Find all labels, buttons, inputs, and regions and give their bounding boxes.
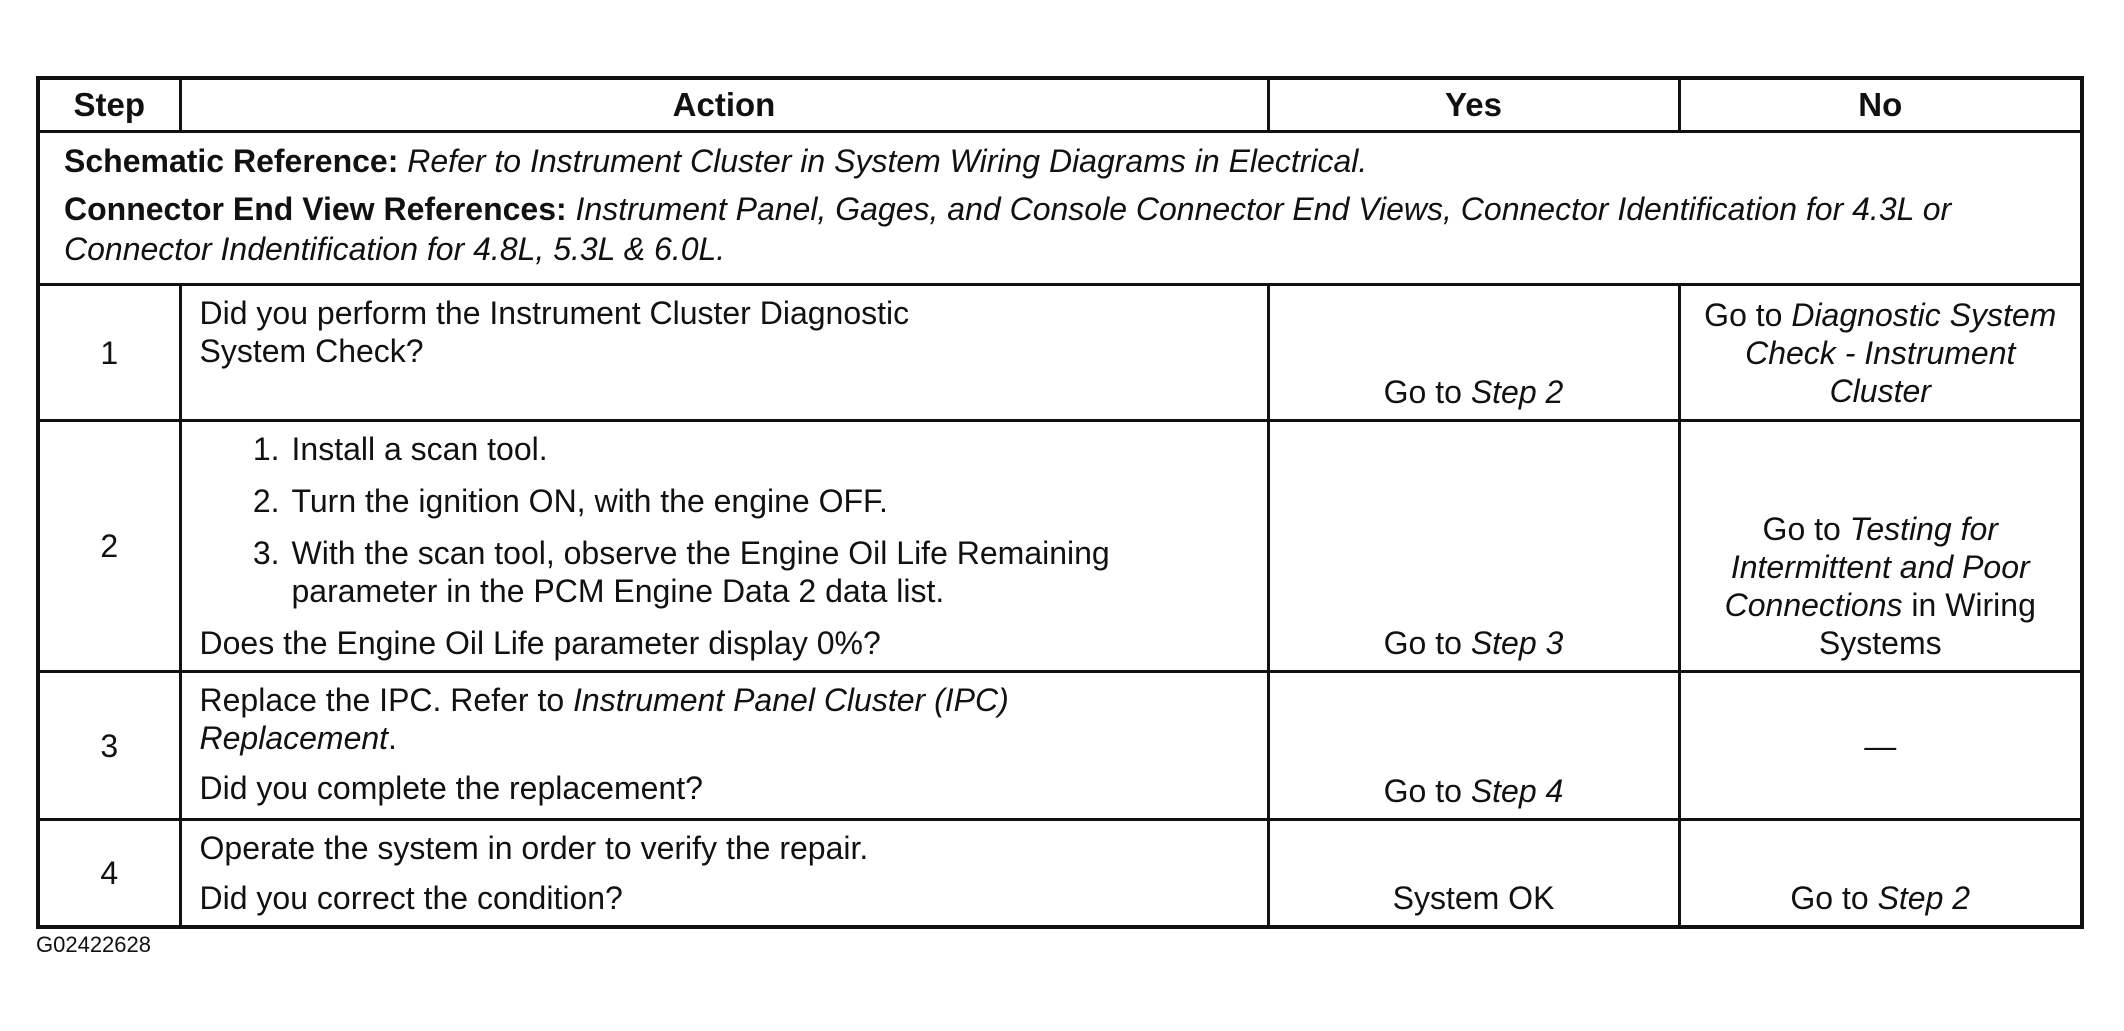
no-prefix: Go to [1704,296,1792,333]
yes-cell [1268,672,1679,820]
schematic-reference-label: Schematic Reference: [64,143,399,179]
step-number: 4 [38,820,180,928]
yes-prefix: Go to [1383,625,1471,661]
header-step: Step [38,78,180,132]
no-cell [1679,285,2082,421]
reference-row [38,132,2082,285]
action-cell [180,285,1268,421]
schematic-reference [64,141,2056,181]
no-cell [1679,421,2082,672]
yes-step-link[interactable]: Step 3 [1470,625,1564,661]
action-cell [180,421,1268,672]
substep-number: 2. [252,483,280,519]
no-reference-link[interactable]: Diagnostic System Check - Instrument Cluster [1745,296,2057,409]
action-suffix: . [388,720,397,756]
no-cell: — [1679,672,2082,820]
substep-item [200,482,1249,520]
diagnostic-table [36,76,2084,929]
yes-step-link[interactable]: Step 4 [1470,773,1564,809]
connector-reference [64,189,2056,269]
substep-list [200,430,1249,610]
action-prefix: Replace the IPC. Refer to [199,682,574,718]
substep-item [200,534,1249,610]
action-text: Operate the system in order to verify the repair. [199,830,869,866]
step-number: 3 [38,672,180,820]
connector-reference-label: Connector End View References: [64,191,567,227]
reference-cell [38,132,2082,285]
schematic-reference-text: Refer to Instrument Cluster in System Wiring Diagrams in Electrical. [407,143,1368,179]
figure-id: G02422628 [36,932,151,957]
no-reference-link[interactable]: Testing for Intermittent and Poor Connections [1724,511,2030,623]
action-reference-link[interactable]: Instrument Panel Cluster (IPC) Replacement [199,682,1009,756]
no-prefix: Go to [1762,511,1850,547]
action-question: Did you correct the condition? [199,880,623,916]
substep-number: 1. [252,431,280,467]
step-row-2 [38,421,2082,672]
yes-prefix: Go to [1383,374,1471,410]
connector-reference-text: Instrument Panel, Gages, and Console Connector End Views, Connector Identification for 4.3L or Connector Indentification for 4.8L, 5.3L & 6.0L. [64,191,1952,267]
header-action: Action [180,78,1268,132]
substep-text: Turn the ignition ON, with the engine OFF. [291,483,888,519]
substep-number: 3. [252,535,280,571]
no-prefix: Go to [1790,880,1878,916]
header-yes: Yes [1268,78,1679,132]
step-number: 1 [38,285,180,421]
action-question: Does the Engine Oil Life parameter display 0%? [199,625,881,661]
yes-cell: System OK [1268,820,1679,928]
substep-item [200,430,1249,468]
yes-step-link[interactable]: Step 2 [1470,374,1564,410]
step-row-3 [38,672,2082,820]
step-number: 2 [38,421,180,672]
substep-text: Install a scan tool. [291,431,548,467]
header-no: No [1679,78,2082,132]
action-text: Did you perform the Instrument Cluster Diagnostic System Check? [199,295,910,369]
substep-text: With the scan tool, observe the Engine Oil Life Remaining parameter in the PCM Engine Data 2 data list. [291,535,1110,609]
yes-cell [1268,421,1679,672]
no-suffix: in Wiring Systems [1818,587,2036,661]
yes-prefix: Go to [1383,773,1471,809]
no-step-link[interactable]: Step 2 [1877,880,1971,916]
step-row-4 [38,820,2082,928]
no-cell [1679,820,2082,928]
step-row-1 [38,285,2082,421]
header-row [38,78,2082,132]
action-text [200,681,1120,757]
action-cell [180,820,1268,928]
yes-cell [1268,285,1679,421]
action-cell [180,672,1268,820]
action-question: Did you complete the replacement? [199,770,703,806]
